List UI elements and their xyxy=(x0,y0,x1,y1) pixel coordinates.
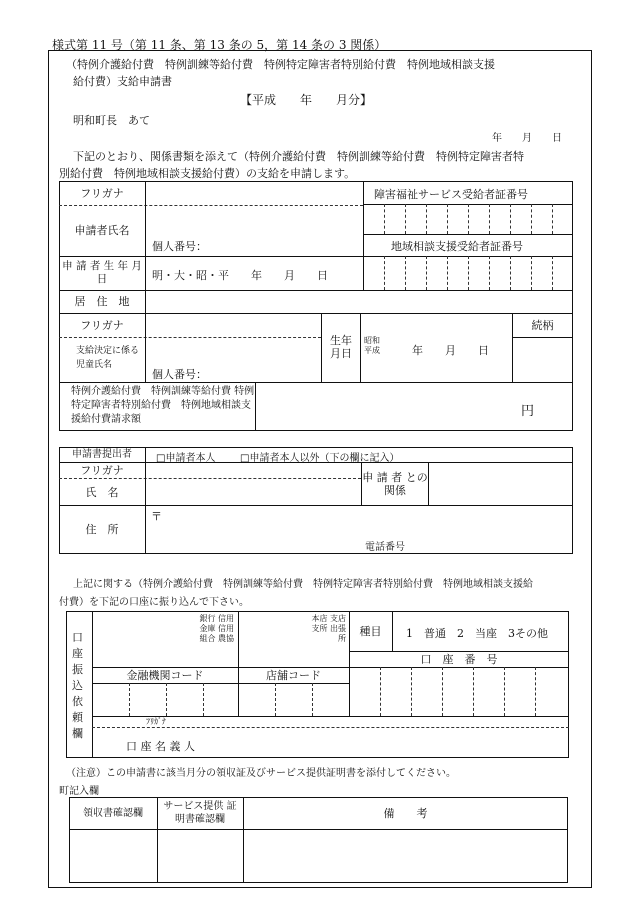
account-kind-label: 種目 xyxy=(359,624,382,638)
submitter-label: 申請書提出者 xyxy=(72,449,132,460)
yen-label: 円 xyxy=(521,404,535,419)
claim-amount-label: 特例介護給付費 特例訓練等給付費 特例特定障害者特別給付費 特例地域相談支援給付費請求額 xyxy=(71,386,255,425)
period-label: 【平成 年 月分】 xyxy=(240,93,373,107)
submitter-relation-label: 申 請 者 との関係 xyxy=(362,471,428,497)
account-number-label: 口 座 番 号 xyxy=(420,652,498,666)
furigana-label: フリガナ xyxy=(80,186,124,200)
branch-types: 本店 支店 支所 出張所 xyxy=(311,614,346,643)
form-title-line1: （特例介護給付費 特例訓練等給付費 特例特定障害者特別給付費 特例地域相談支援 xyxy=(66,58,495,71)
holder-furigana-label: ﾌﾘｶﾞﾅ xyxy=(146,717,166,726)
phone-label: 電話番号 xyxy=(365,542,405,553)
submitter-furigana-label: フリガナ xyxy=(80,464,124,477)
postal-mark: 〒 xyxy=(151,510,162,523)
child-era: 昭和 平成 xyxy=(364,336,380,355)
personal-no-label: 個人番号： xyxy=(152,240,207,253)
option-self[interactable]: □申請者本人 xyxy=(156,453,216,464)
bank-intro-line1: 上記に関する（特例介護給付費 特例訓練等給付費 特例特定障害者特別給付費 特例地域相談支援給 xyxy=(73,579,533,590)
address-label: 居 住 地 xyxy=(74,295,130,308)
child-name-label: 支給決定に係る 児童氏名 xyxy=(76,346,140,370)
receipt-check-label: 領収書確認欄 xyxy=(83,807,143,819)
form-title-line2: 給付費）支給申請書 xyxy=(73,75,172,88)
application-date: 年 月 日 xyxy=(492,133,562,144)
institution-types: 銀行 信用金庫 信用組合 農協 xyxy=(199,614,234,643)
office-use-label: 町記入欄 xyxy=(59,786,99,797)
child-furigana-label: フリガナ xyxy=(80,318,124,332)
submitter-address-label: 住 所 xyxy=(85,523,119,536)
child-birth-date: 年 月 日 xyxy=(412,344,489,357)
applicant-name-label: 申請者氏名 xyxy=(74,224,130,237)
addressee: 明和町長 あて xyxy=(73,114,150,127)
attachment-note: （注意）この申請書に該当月分の領収証及びサービス提供証明書を添付してください。 xyxy=(66,768,456,779)
child-personal-no-label: 個人番号： xyxy=(152,368,207,381)
bank-side-label: 口 座 振 込 依 頼 欄 xyxy=(72,631,83,740)
community-cert-no-label: 地域相談支援受給者証番号 xyxy=(391,240,523,253)
account-kind-options[interactable]: 1 普通 2 当座 3その他 xyxy=(406,627,548,640)
option-other[interactable]: □申請者本人以外（下の欄に記入） xyxy=(240,453,400,464)
remarks-label: 備 考 xyxy=(383,806,428,820)
intro-line1: 下記のとおり、関係書類を添えて（特例介護給付費 特例訓練等給付費 特例特定障害者特 xyxy=(73,150,524,163)
branch-code-label: 店舗コード xyxy=(266,668,321,682)
submitter-name-label: 氏 名 xyxy=(85,485,119,499)
relation-label: 続柄 xyxy=(531,318,554,332)
bank-intro-line2: 付費）を下記の口座に振り込んで下さい。 xyxy=(59,597,249,608)
child-birth-label: 生年 月日 xyxy=(330,334,352,360)
service-cert-no-label: 障害福祉サービス受給者証番号 xyxy=(374,188,528,201)
intro-line2: 別給付費 特例地域相談支援給付費）の支給を申請します。 xyxy=(59,167,356,180)
birth-era: 明・大・昭・平 年 月 日 xyxy=(152,269,328,282)
birth-label: 申 請 者 生 年 月日 xyxy=(62,260,142,285)
form-number: 様式第 11 号（第 11 条、第 13 条の 5，第 14 条の 3 関係） xyxy=(52,38,387,52)
account-holder-label: 口 座 名 義 人 xyxy=(126,740,195,753)
institution-code-label: 金融機関コード xyxy=(126,668,204,682)
service-check-label: サービス提供 証明書確認欄 xyxy=(163,801,237,825)
